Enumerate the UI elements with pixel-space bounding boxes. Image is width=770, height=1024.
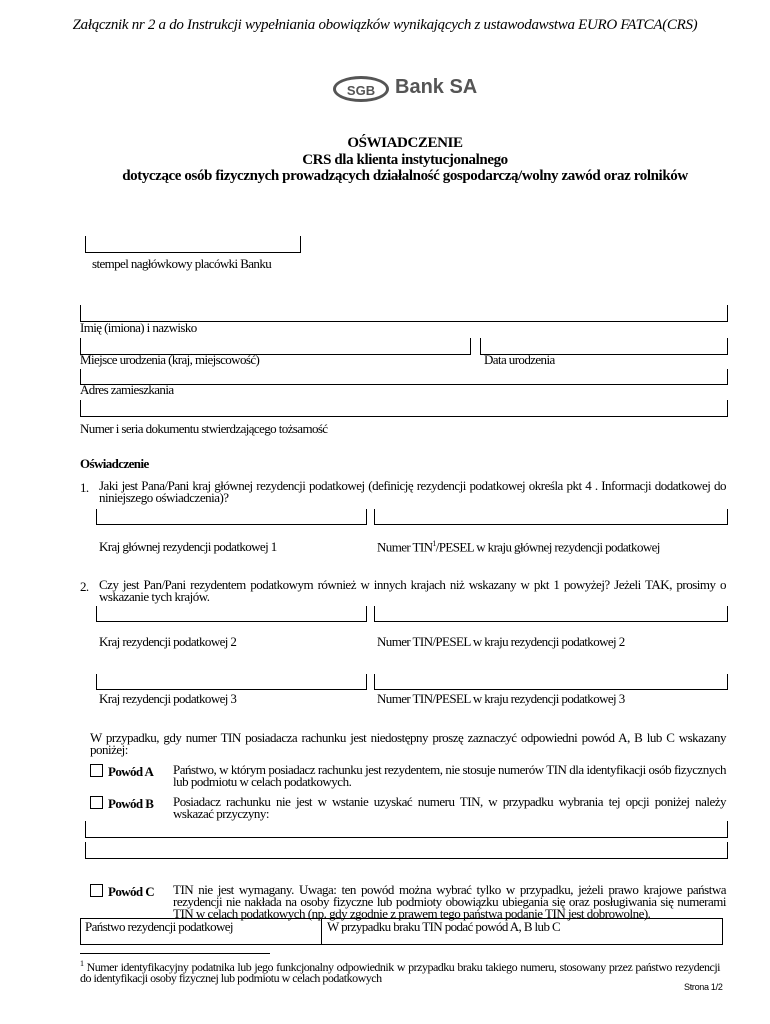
q1-country-left — [96, 509, 97, 524]
stamp-box-bottom — [85, 252, 301, 253]
reason-b-text: Posiadacz rachunku nie jest w wstanie uzyskać numeru TIN, w przypadku wybrania tej opcji poniżej należy wskazać przyczyny: — [173, 794, 726, 821]
reason-b-line2-right — [727, 842, 728, 858]
q2-country3-label: Kraj rezydencji podatkowej 3 — [99, 691, 237, 706]
footnote — [80, 958, 720, 984]
name-field-right — [727, 305, 728, 321]
reason-c[interactable] — [90, 884, 154, 900]
declarations-heading: Oświadczenie — [80, 456, 149, 471]
footnote-separator — [80, 953, 270, 954]
birthdate-right — [727, 338, 728, 354]
address-label: Adres zamieszkania — [80, 382, 174, 397]
doc-subtitle: CRS dla klienta instytucjonalnego — [302, 152, 508, 168]
birthplace-label: Miejsce urodzenia (kraj, miejscowość) — [80, 352, 260, 367]
q1-tin-field[interactable] — [374, 524, 728, 525]
attachment-header: Załącznik nr 2 a do Instrukcji wypełniania obowiązków wynikających z ustawodawstwa EURO FATCA(CRS) — [72, 17, 698, 33]
reason-c-checkbox[interactable] — [90, 884, 103, 897]
stamp-label: stempel nagłówkowy placówki Banku — [92, 256, 272, 271]
reason-b-line1-right — [727, 821, 728, 837]
reason-b-field-1[interactable] — [85, 837, 728, 838]
q1-tin-right — [727, 509, 728, 524]
name-label: Imię (imiona) i nazwisko — [80, 320, 197, 335]
document-left — [80, 400, 81, 416]
q2-number: 2. — [80, 579, 89, 594]
address-field[interactable] — [80, 384, 728, 385]
logo-oval — [333, 76, 389, 102]
logo-oval-text: SGB — [346, 83, 376, 98]
q1-country-field[interactable] — [96, 524, 367, 525]
q2-tin2-label: Numer TIN/PESEL w kraju rezydencji podatkowej 2 — [377, 634, 625, 649]
q2-tin3-field[interactable] — [374, 689, 728, 690]
reason-a-text: Państwo, w którym posiadacz rachunku jest rezydentem, nie stosuje numerów TIN dla identyfikacji osób fizycznych lub podmiotu w celach podatkowych. — [173, 762, 726, 789]
name-field-left — [80, 305, 81, 321]
table-col2-header: W przypadku braku TIN podać powód A, B lub C — [327, 919, 561, 934]
document-right — [727, 400, 728, 416]
q1-country-right — [366, 509, 367, 524]
q1-country-label: Kraj głównej rezydencji podatkowej 1 — [99, 539, 277, 554]
table-col1-header: Państwo rezydencji podatkowej — [85, 919, 233, 934]
reason-a-checkbox[interactable] — [90, 764, 103, 777]
reason-c-text: TIN nie jest wymagany. Uwaga: ten powód można wybrać tylko w przypadku, jeżeli prawo krajowe państwa rezydencji nie nakłada na osoby fizyczne lub podmioty obowiązku ubiegania się oraz posługiwania się numerami TIN w celach podatkowych (np. gdy zgodnie z prawem tego państwa podanie TIN jest dobrowolne). — [173, 882, 726, 921]
q1-number: 1. — [80, 480, 89, 495]
q2-country2-field[interactable] — [96, 621, 367, 622]
reason-b[interactable] — [90, 796, 153, 812]
stamp-box-right — [300, 236, 301, 252]
q2-country2-right — [366, 606, 367, 621]
q1-tin-label — [377, 539, 660, 555]
doc-subtitle-2: dotyczące osób fizycznych prowadzących działalność gospodarczą/wolny zawód oraz rolników — [122, 168, 688, 184]
page-number: Strona 1/2 — [684, 982, 723, 992]
q2-tin3-right — [727, 674, 728, 689]
q2-tin2-field[interactable] — [374, 621, 728, 622]
reason-a-label: Powód A — [108, 764, 154, 779]
address-right — [727, 369, 728, 384]
bank-name: Bank SA — [395, 76, 478, 98]
q2-country2-left — [96, 606, 97, 621]
reason-b-line1-left — [85, 821, 86, 837]
document-label: Numer i seria dokumentu stwierdzającego tożsamość — [80, 421, 328, 436]
footnote-text: Numer identyfikacyjny podatnika lub jego funkcjonalny odpowiednik w przypadku braku takiego numeru, stosowany przez państwo rezydencji do identyfikacji osoby fizycznej lub podmiotu w celach podatkowych — [80, 960, 720, 985]
q1-tin-footnote-ref: 1 — [432, 539, 436, 548]
bank-logo — [333, 70, 483, 110]
q2-tin2-right — [727, 606, 728, 621]
reason-b-line2-left — [85, 842, 86, 858]
q1-tin-label-a: Numer TIN — [377, 539, 433, 555]
q1-tin-left — [374, 509, 375, 524]
q2-tin3-left — [374, 674, 375, 689]
birthdate-label: Data urodzenia — [484, 352, 555, 367]
reason-a[interactable] — [90, 764, 153, 780]
birthdate-left — [480, 338, 481, 354]
birthplace-right — [470, 338, 471, 354]
document-field[interactable] — [80, 416, 728, 417]
q2-country2-label: Kraj rezydencji podatkowej 2 — [99, 634, 237, 649]
doc-title: OŚWIADCZENIE — [347, 135, 463, 151]
q2-country3-right — [366, 674, 367, 689]
footnote-marker: 1 — [80, 959, 84, 968]
q2-tin3-label: Numer TIN/PESEL w kraju rezydencji podatkowej 3 — [377, 691, 625, 706]
q1-text: Jaki jest Pana/Pani kraj głównej rezydencji podatkowej (definicję rezydencji podatkowej określa pkt 4 . Informacji dodatkowej do niniejszego oświadczenia)? — [99, 478, 726, 505]
reason-b-label: Powód B — [108, 796, 154, 811]
reason-c-label: Powód C — [108, 884, 154, 899]
reason-b-checkbox[interactable] — [90, 796, 103, 809]
stamp-box-left — [85, 236, 86, 252]
q2-country3-field[interactable] — [96, 689, 367, 690]
reason-table-divider — [321, 918, 322, 945]
q2-text: Czy jest Pan/Pani rezydentem podatkowym również w innych krajach niż wskazany w pkt 1 powyżej? Jeżeli TAK, prosimy o wskazanie tych krajów. — [99, 577, 726, 604]
q2-country3-left — [96, 674, 97, 689]
q2-tin2-left — [374, 606, 375, 621]
reasons-intro: W przypadku, gdy numer TIN posiadacza rachunku jest niedostępny proszę zaznaczyć odpowiedni powód A, B lub C wskazany poniżej: — [90, 730, 726, 757]
reason-b-field-2[interactable] — [85, 858, 728, 859]
q1-tin-label-b: /PESEL w kraju głównej rezydencji podatkowej — [435, 539, 660, 555]
